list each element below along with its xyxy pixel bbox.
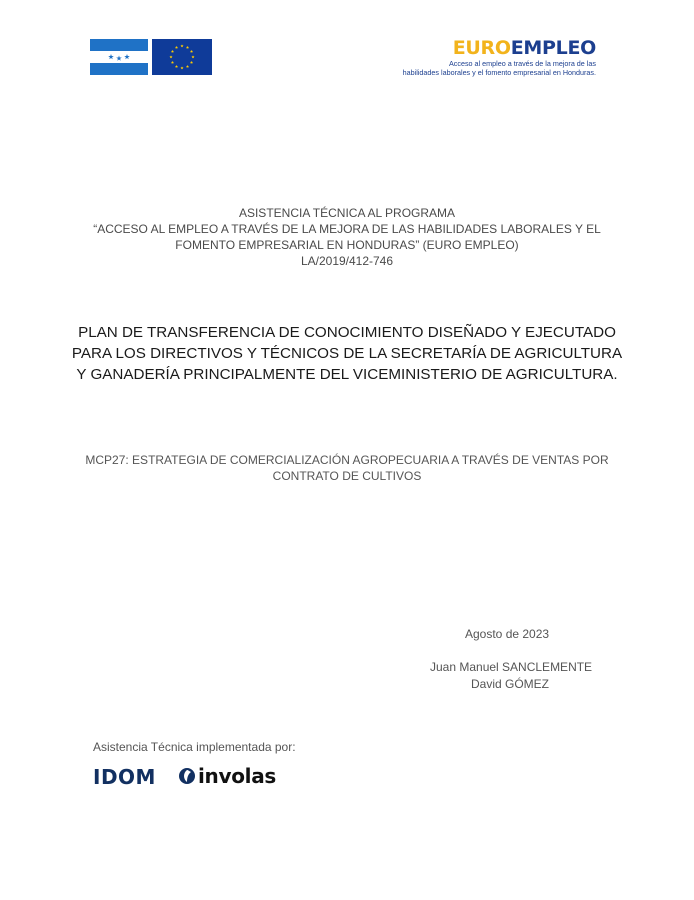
document-title [30, 322, 664, 385]
program-line-1: ASISTENCIA TÉCNICA AL PROGRAMA [238, 206, 456, 220]
tagline-line-2: habilidades laborales y el fomento empresarial en Honduras. [402, 67, 596, 77]
program-line-3: FOMENTO EMPRESARIAL EN HONDURAS” (EURO EMPLEO) [175, 238, 519, 252]
implementation-label: Asistencia Técnica implementada por: [93, 740, 296, 754]
author-name: David GÓMEZ [471, 677, 550, 691]
euroempleo-wordmark [396, 37, 596, 59]
program-heading [40, 205, 654, 269]
title-line-1: PLAN DE TRANSFERENCIA DE CONOCIMIENTO DISEÑADO Y EJECUTADO [78, 324, 616, 341]
honduras-flag [90, 39, 148, 75]
program-code: LA/2019/412-746 [300, 254, 394, 268]
eu-flag [152, 39, 212, 75]
euroempleo-logo [396, 37, 596, 77]
involas-text: involas [198, 764, 277, 788]
program-line-2: “ACCESO AL EMPLEO A TRAVÉS DE LA MEJORA DE LAS HABILIDADES LABORALES Y EL [93, 222, 601, 236]
title-line-2: PARA LOS DIRECTIVOS Y TÉCNICOS DE LA SECRETARÍA DE AGRICULTURA [71, 345, 623, 362]
document-subtitle [40, 452, 654, 484]
euro-text: EURO [452, 37, 511, 59]
involas-logo [178, 764, 276, 788]
subtitle-line-1: MCP27: ESTRATEGIA DE COMERCIALIZACIÓN AGROPECUARIA A TRAVÉS DE VENTAS POR [85, 453, 609, 467]
subtitle-line-2: CONTRATO DE CULTIVOS [272, 469, 422, 483]
title-line-3: Y GANADERÍA PRINCIPALMENTE DEL VICEMINISTERIO DE AGRICULTURA. [76, 366, 618, 383]
euroempleo-tagline [396, 60, 596, 77]
tagline-line-1: Acceso al empleo a través de la mejora de las [448, 59, 596, 68]
author-name: Juan Manuel SANCLEMENTE [430, 660, 593, 674]
involas-leaf-icon [178, 767, 196, 785]
document-date: Agosto de 2023 [465, 627, 550, 641]
idom-logo: IDOM [93, 765, 156, 789]
empleo-text: EMPLEO [510, 37, 596, 59]
